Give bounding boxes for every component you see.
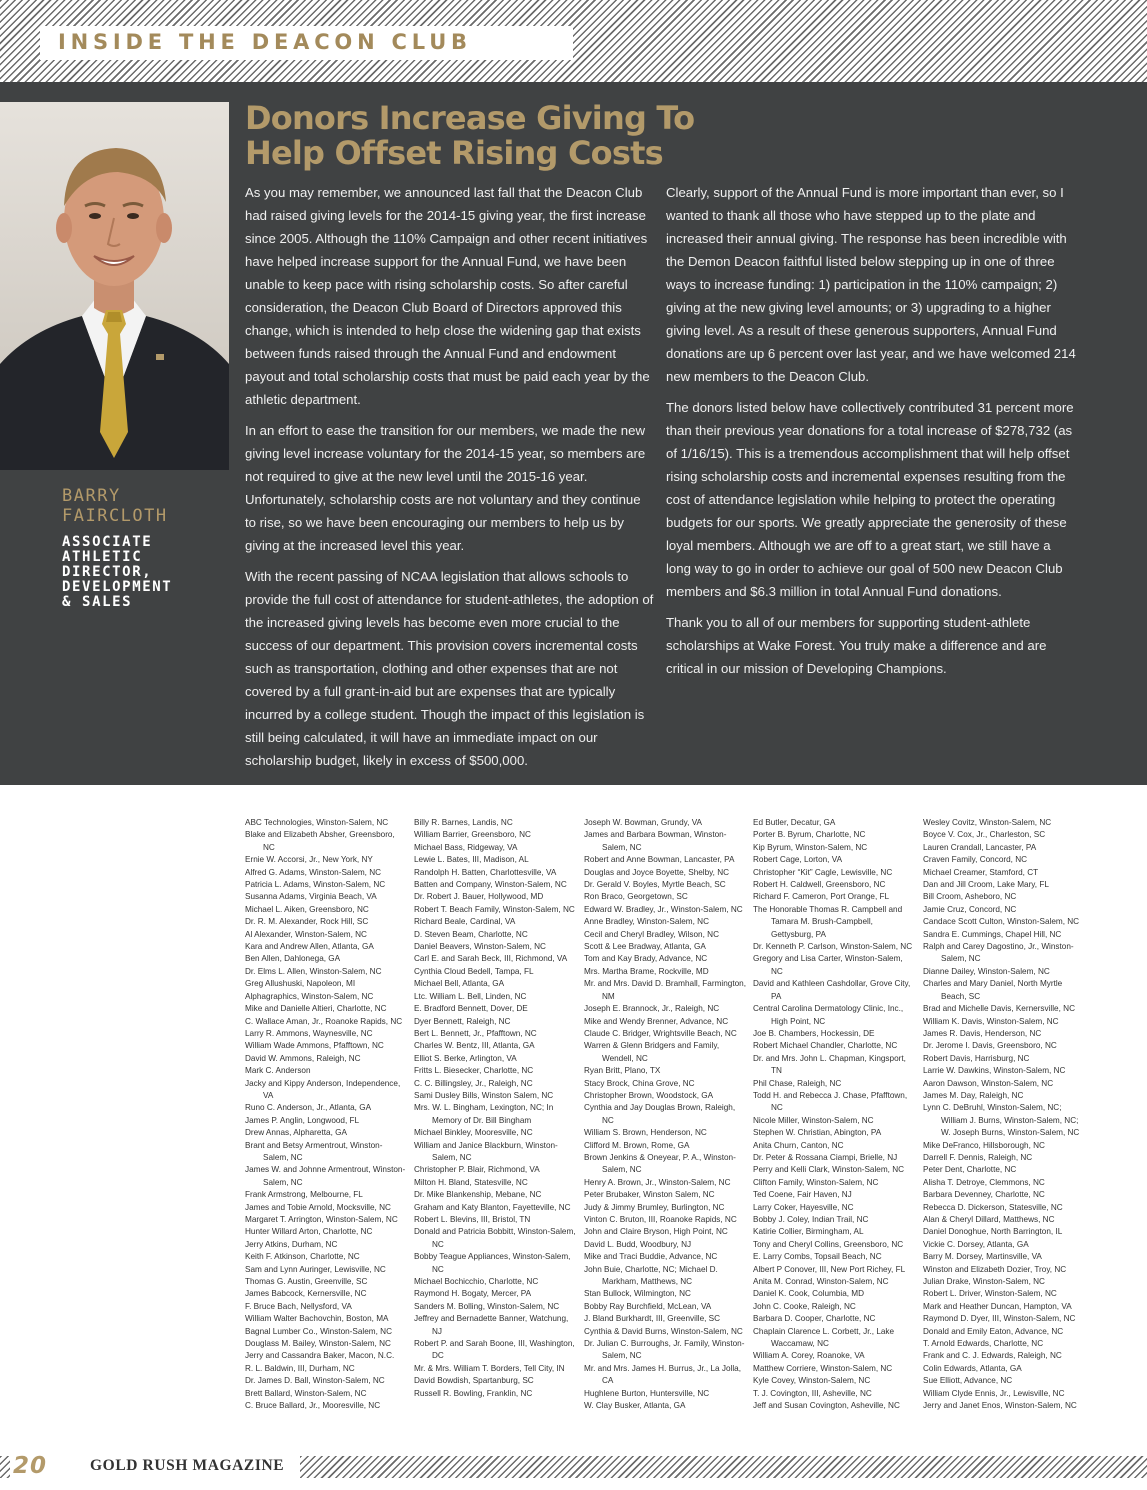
donor-entry: Michael Bell, Atlanta, GA <box>414 979 505 989</box>
donor-entry: Robert L. Driver, Winston-Salem, NC <box>923 1289 1057 1299</box>
donor-entry: T. J. Covington, III, Asheville, NC <box>753 1388 872 1398</box>
donor-entry: Robert Michael Chandler, Charlotte, NC <box>753 1041 898 1051</box>
page-number: 20 <box>13 1453 48 1479</box>
donor-entry: Christopher P. Blair, Richmond, VA <box>414 1165 540 1175</box>
donor-entry: Mike and Danielle Altieri, Charlotte, NC <box>245 1004 387 1014</box>
donor-entry: Daniel K. Cook, Columbia, MD <box>753 1289 865 1299</box>
donor-entry: Alan & Cheryl Dillard, Matthews, NC <box>923 1215 1055 1224</box>
donor-entry: Porter B. Byrum, Charlotte, NC <box>753 830 866 840</box>
donor-entry: Mike and Wendy Brenner, Advance, NC <box>584 1016 729 1026</box>
donor-entry: William Wade Ammons, Pfafftown, NC <box>245 1041 384 1051</box>
donor-entry: C. C. Billingsley, Jr., Raleigh, NC <box>414 1078 533 1088</box>
donor-entry: Raymond H. Bogaty, Mercer, PA <box>414 1289 532 1299</box>
donor-entry: Dianne Dailey, Winston-Salem, NC <box>923 966 1050 976</box>
donor-entry: W. Clay Busker, Atlanta, GA <box>584 1401 686 1411</box>
donor-entry: Joseph W. Bowman, Grundy, VA <box>584 818 703 827</box>
donor-entry: Lauren Crandall, Lancaster, PA <box>923 842 1037 852</box>
donor-entry: Mike DeFranco, Hillsborough, NC <box>923 1140 1045 1150</box>
donor-entry: Mrs. Martha Brame, Rockville, MD <box>584 966 709 976</box>
donor-entry: Alfred G. Adams, Winston-Salem, NC <box>245 867 382 877</box>
donor-entry: Rebecca D. Dickerson, Statesville, NC <box>923 1202 1063 1212</box>
donor-entry: Margaret T. Arrington, Winston-Salem, NC <box>245 1215 398 1224</box>
footer-hatch-left <box>0 1456 10 1478</box>
donor-entry: David Bowdish, Spartanburg, SC <box>414 1376 534 1386</box>
donor-entry: Christopher “Kit” Cagle, Lewisville, NC <box>753 867 893 877</box>
donor-entry: Hughlene Burton, Huntersville, NC <box>584 1388 710 1398</box>
author-name: BARRY FAIRCLOTH <box>62 486 168 526</box>
donor-entry: James P. Anglin, Longwood, FL <box>245 1115 360 1125</box>
article-column-right <box>666 181 1076 688</box>
donor-entry: Brett Ballard, Winston-Salem, NC <box>245 1388 367 1398</box>
donor-entry: Michael L. Aiken, Greensboro, NC <box>245 904 369 914</box>
donor-entry: Darrell F. Dennis, Raleigh, NC <box>923 1152 1033 1162</box>
donor-entry: Dr. Robert J. Bauer, Hollywood, MD <box>414 892 544 902</box>
donor-entry: Batten and Company, Winston-Salem, NC <box>414 880 567 890</box>
donor-entry: Larry Coker, Hayesville, NC <box>753 1202 854 1212</box>
donor-list-column <box>584 817 746 1413</box>
donor-entry: David L. Budd, Woodbury, NJ <box>584 1239 692 1249</box>
donor-entry: Stan Bullock, Wilmington, NC <box>584 1289 691 1299</box>
donor-entry: Judy & Jimmy Brumley, Burlington, NC <box>584 1202 725 1212</box>
donor-entry: J. Bland Burkhardt, III, Greenville, SC <box>584 1314 721 1324</box>
donor-entry: Douglass M. Bailey, Winston-Salem, NC <box>245 1339 391 1349</box>
donor-entry: Richard Beale, Cardinal, VA <box>414 917 516 927</box>
donor-entry: Dr. Kenneth P. Carlson, Winston-Salem, NC <box>753 942 913 952</box>
donor-entry: Gregory and Lisa Carter, Winston-Salem, NC <box>753 954 903 976</box>
donor-entry: Warren & Glenn Bridgers and Family, Wendell, NC <box>584 1041 720 1063</box>
donor-entry: Blake and Elizabeth Absher, Greensboro, NC <box>245 830 395 852</box>
donor-entry: Raymond D. Dyer, III, Winston-Salem, NC <box>923 1314 1076 1324</box>
donor-entry: Ron Braco, Georgetown, SC <box>584 892 688 902</box>
article-paragraph: With the recent passing of NCAA legislation that allows schools to provide the full cost of attendance for student-athletes, the adoption of the increased giving levels has become even more crucial to the success of our department. This provision covers incremental costs such as transportation, clothing and other expenses that are not covered by a full grant-in-aid but are expenses that are typically incurred by a college student. Though the impact of this legislation is still being calculated, it will have an immediate impact on our scholarship budget, likely in excess of $500,000. <box>245 569 654 768</box>
donor-entry: Ernie W. Accorsi, Jr., New York, NY <box>245 855 373 865</box>
donor-entry: Phil Chase, Raleigh, NC <box>753 1078 842 1088</box>
donor-entry: Brown Jenkins & Oneyear, P. A., Winston-Salem, NC <box>584 1152 736 1175</box>
donor-entry: Alisha T. Detroye, Clemmons, NC <box>923 1177 1045 1187</box>
donor-entry: Richard F. Cameron, Port Orange, FL <box>753 892 890 902</box>
donor-entry: Michael Binkley, Mooresville, NC <box>414 1128 533 1138</box>
donor-entry: Dr. Elms L. Allen, Winston-Salem, NC <box>245 966 382 976</box>
donor-entry: Daniel Beavers, Winston-Salem, NC <box>414 942 546 952</box>
donor-entry: William Clyde Ennis, Jr., Lewisville, NC <box>923 1388 1065 1398</box>
donor-entry: Jamie Cruz, Concord, NC <box>923 904 1017 914</box>
donor-entry: Michael Bochicchio, Charlotte, NC <box>414 1277 539 1287</box>
donor-entry: Sandra E. Cummings, Chapel Hill, NC <box>923 929 1062 939</box>
donor-entry: D. Steven Beam, Charlotte, NC <box>414 929 528 939</box>
donor-entry: Bert L. Bennett, Jr., Pfafftown, NC <box>414 1028 537 1038</box>
article-column-left <box>245 181 655 780</box>
donor-entry: Chaplain Clarence L. Corbett, Jr., Lake Waccamaw, NC <box>753 1326 895 1349</box>
donor-entry: Tom and Kay Brady, Advance, NC <box>584 954 708 964</box>
donor-entry: James R. Davis, Henderson, NC <box>923 1028 1042 1038</box>
donor-entry: William and Janice Blackburn, Winston-Salem, NC <box>414 1140 558 1162</box>
donor-entry: Sanders M. Bolling, Winston-Salem, NC <box>414 1301 560 1311</box>
donor-entry: Julian Drake, Winston-Salem, NC <box>923 1277 1045 1287</box>
donor-entry: Susanna Adams, Virginia Beach, VA <box>245 892 377 902</box>
donor-entry: E. Bradford Bennett, Dover, DE <box>414 1004 528 1014</box>
donor-entry: Barry M. Dorsey, Martinsville, VA <box>923 1252 1042 1262</box>
donor-entry: Mr. and Mrs. David D. Bramhall, Farmington, NM <box>584 979 746 1001</box>
donor-entry: James Babcock, Kernersville, NC <box>245 1289 367 1299</box>
article-paragraph: In an effort to ease the transition for our members, we made the new giving level increase voluntary for the 2014-15 year, so members are not required to give at the new level until the 2015-16 year. Unfortunately, scholarship costs are not voluntary and they continue to rise, so we have been encouraging our members to help us by giving at the increased level this year. <box>245 423 646 553</box>
donor-entry: Sam and Lynn Auringer, Lewisville, NC <box>245 1264 386 1274</box>
donor-entry: Lynn C. DeBruhl, Winston-Salem, NC; William J. Burns, Winston-Salem, NC; W. Joseph Burns, Winston-Salem, NC <box>923 1103 1080 1138</box>
donor-entry: Carl E. and Sarah Beck, III, Richmond, VA <box>414 954 568 964</box>
donor-entry: Milton H. Bland, Statesville, NC <box>414 1177 528 1187</box>
donor-entry: Christopher Brown, Woodstock, GA <box>584 1090 714 1100</box>
donor-entry: Dr. Peter & Rossana Ciampi, Brielle, NJ <box>753 1152 898 1162</box>
donor-entry: Dr. Mike Blankenship, Mebane, NC <box>414 1190 542 1200</box>
donor-entry: Craven Family, Concord, NC <box>923 855 1028 865</box>
donor-entry: Fritts L. Biesecker, Charlotte, NC <box>414 1066 534 1076</box>
donor-entry: Colin Edwards, Atlanta, GA <box>923 1363 1022 1373</box>
donor-entry: Perry and Kelli Clark, Winston-Salem, NC <box>753 1165 905 1175</box>
donor-entry: Ed Butler, Decatur, GA <box>753 818 836 827</box>
donor-entry: Mr. & Mrs. William T. Borders, Tell City, IN <box>414 1363 565 1373</box>
donor-entry: Vinton C. Bruton, III, Roanoke Rapids, NC <box>584 1215 737 1224</box>
donor-entry: David W. Ammons, Raleigh, NC <box>245 1053 361 1063</box>
donor-entry: Jerry Atkins, Durham, NC <box>245 1239 338 1249</box>
donor-entry: Todd H. and Rebecca J. Chase, Pfafftown, NC <box>753 1090 908 1113</box>
donor-entry: Central Carolina Dermatology Clinic, Inc., High Point, NC <box>753 1004 904 1026</box>
donor-entry: Jerry and Janet Enos, Winston-Salem, NC <box>923 1401 1077 1411</box>
donor-entry: Runo C. Anderson, Jr., Atlanta, GA <box>245 1103 372 1113</box>
donor-entry: Stacy Brock, China Grove, NC <box>584 1078 695 1088</box>
donor-entry: Kip Byrum, Winston-Salem, NC <box>753 842 868 852</box>
donor-entry: Donald and Patricia Bobbitt, Winston-Salem, NC <box>414 1227 576 1249</box>
donor-entry: Graham and Katy Blanton, Fayetteville, NC <box>414 1202 571 1212</box>
donor-entry: Mark and Heather Duncan, Hampton, VA <box>923 1301 1072 1311</box>
article-headline: Donors Increase Giving To Help Offset Rising Costs <box>245 99 695 172</box>
magazine-name: GOLD RUSH MAGAZINE <box>90 1457 285 1474</box>
donor-entry: The Honorable Thomas R. Campbell and Tamara M. Brush-Campbell, Gettysburg, PA <box>753 904 903 939</box>
donor-entry: William A. Corey, Roanoke, VA <box>753 1351 865 1361</box>
donor-entry: Henry A. Brown, Jr., Winston-Salem, NC <box>584 1177 731 1187</box>
donor-entry: Ben Allen, Dahlonega, GA <box>245 954 341 964</box>
donor-entry: Russell R. Bowling, Franklin, NC <box>414 1388 533 1398</box>
donor-entry: Michael Creamer, Stamford, CT <box>923 867 1039 877</box>
donor-entry: Cecil and Cheryl Bradley, Wilson, NC <box>584 929 719 939</box>
donor-entry: Elliot S. Berke, Arlington, VA <box>414 1053 517 1063</box>
donor-entry: Larry R. Ammons, Waynesville, NC <box>245 1028 373 1038</box>
donor-entry: Dr. Gerald V. Boyles, Myrtle Beach, SC <box>584 880 726 890</box>
donor-entry: C. Wallace Aman, Jr., Roanoke Rapids, NC <box>245 1016 403 1026</box>
donor-entry: Clifton Family, Winston-Salem, NC <box>753 1177 879 1187</box>
donor-entry: Anita M. Conrad, Winston-Salem, NC <box>753 1277 889 1287</box>
donor-entry: Peter Brubaker, Winston Salem, NC <box>584 1190 715 1200</box>
donor-entry: Nicole Miller, Winston-Salem, NC <box>753 1115 874 1125</box>
article-paragraph: The donors listed below have collectively contributed 31 percent more than their previous year donations for a total increase of $278,732 (as of 1/16/15). This is a tremendous accomplishment that will help offset rising scholarship costs and incremental expenses resulting from the cost of attendance legislation while helping to protect the operating budgets for our sports. We greatly appreciate the generosity of these loyal members. Although we are off to a great start, we still have a long way to go in order to achieve our goal of 500 new Deacon Club members and $6.3 million in total Annual Fund donations. <box>666 400 1074 599</box>
article-paragraph: As you may remember, we announced last fall that the Deacon Club had raised giving levels for the 2014-15 giving year, the first increase since 2005. Although the 110% Campaign and other recent initiatives have helped increase support for the Annual Fund, we have been unable to keep pace with rising scholarship costs. So after careful consideration, the Deacon Club Board of Directors approved this change, which is intended to help close the widening gap that exists between funds raised through the Annual Fund and endowment payout and total scholarship costs that must be paid each year by the athletic department. <box>245 185 650 407</box>
donor-entry: Dan and Jill Croom, Lake Mary, FL <box>923 880 1049 890</box>
donor-entry: T. Arnold Edwards, Charlotte, NC <box>923 1339 1044 1349</box>
donor-entry: Cynthia and Jay Douglas Brown, Raleigh, NC <box>584 1103 736 1125</box>
donor-entry: Robert L. Blevins, III, Bristol, TN <box>414 1215 531 1224</box>
donor-entry: Robert T. Beach Family, Winston-Salem, NC <box>414 904 575 914</box>
donor-entry: Al Alexander, Winston-Salem, NC <box>245 929 367 939</box>
donor-entry: Charles W. Bentz, III, Atlanta, GA <box>414 1041 535 1051</box>
donor-entry: Kyle Covey, Winston-Salem, NC <box>753 1376 871 1386</box>
donor-entry: William K. Davis, Winston-Salem, NC <box>923 1016 1059 1026</box>
donor-entry: Robert Davis, Harrisburg, NC <box>923 1053 1030 1063</box>
donor-entry: Matthew Corriere, Winston-Salem, NC <box>753 1363 893 1373</box>
donor-entry: Cynthia & David Burns, Winston-Salem, NC <box>584 1326 743 1336</box>
donor-entry: Vickie C. Dorsey, Atlanta, GA <box>923 1239 1029 1249</box>
donor-entry: Candace Scott Culton, Winston-Salem, NC <box>923 917 1080 927</box>
donor-entry: Robert and Anne Bowman, Lancaster, PA <box>584 855 735 865</box>
donor-entry: Alphagraphics, Winston-Salem, NC <box>245 991 374 1001</box>
donor-entry: Daniel Donoghue, North Barrington, IL <box>923 1227 1063 1237</box>
donor-entry: Robert H. Caldwell, Greensboro, NC <box>753 880 886 890</box>
donor-entry: Aaron Dawson, Winston-Salem, NC <box>923 1078 1054 1088</box>
donor-entry: Wesley Covitz, Winston-Salem, NC <box>923 818 1052 827</box>
donor-entry: Anita Churn, Canton, NC <box>753 1140 844 1150</box>
donor-entry: Drew Annas, Alpharetta, GA <box>245 1128 347 1138</box>
donor-entry: Michael Bass, Ridgeway, VA <box>414 842 518 852</box>
donor-entry: Jeffrey and Bernadette Banner, Watchung, NJ <box>414 1314 569 1336</box>
donor-entry: Greg Allushuski, Napoleon, MI <box>245 979 356 989</box>
donor-entry: Mark C. Anderson <box>245 1066 311 1076</box>
donor-entry: R. L. Baldwin, III, Durham, NC <box>245 1363 355 1373</box>
donor-entry: Dr. James D. Ball, Winston-Salem, NC <box>245 1376 385 1386</box>
donor-entry: William S. Brown, Henderson, NC <box>584 1128 707 1138</box>
donor-entry: Mike and Traci Buddie, Advance, NC <box>584 1252 718 1262</box>
donor-entry: Billy R. Barnes, Landis, NC <box>414 818 513 827</box>
donor-entry: Mr. and Mrs. James H. Burrus, Jr., La Jolla, CA <box>584 1363 741 1386</box>
donor-list-column <box>414 817 576 1400</box>
donor-entry: Ryan Britt, Plano, TX <box>584 1066 661 1076</box>
donor-entry: E. Larry Combs, Topsail Beach, NC <box>753 1252 882 1262</box>
footer-hatch-right <box>300 1456 1147 1478</box>
donor-entry: John and Claire Bryson, High Point, NC <box>584 1227 728 1237</box>
donor-entry: Dr. and Mrs. John L. Chapman, Kingsport, TN <box>753 1053 906 1076</box>
donor-entry: Ltc. William L. Bell, Linden, NC <box>414 991 527 1001</box>
donor-entry: Albert P Conover, III, New Port Richey, FL <box>753 1264 906 1274</box>
donor-entry: Mrs. W. L. Bingham, Lexington, NC; In Memory of Dr. Bill Bingham <box>414 1103 554 1125</box>
donor-entry: Bagnal Lumber Co., Winston-Salem, NC <box>245 1326 392 1336</box>
donor-entry: Jacky and Kippy Anderson, Independence, VA <box>245 1078 401 1100</box>
donor-entry: Claude C. Bridger, Wrightsville Beach, NC <box>584 1028 737 1038</box>
section-label: INSIDE THE DEACON CLUB <box>58 30 472 54</box>
donor-entry: Dr. R. M. Alexander, Rock Hill, SC <box>245 917 369 927</box>
donor-entry: Tony and Cheryl Collins, Greensboro, NC <box>753 1239 904 1249</box>
article-paragraph: Clearly, support of the Annual Fund is more important than ever, so I wanted to thank all those who have stepped up to the plate and increased their annual giving. The response has been incredible with the Demon Deacon faithful listed below stepping up in one of three ways to increase funding: 1) participation in the 110% campaign; 2) giving at the new giving level amounts; or 3) upgrading to a higher giving level. As a result of these generous supporters, Annual Fund donations are up 6 percent over last year, and we have welcomed 214 new members to the Deacon Club. <box>666 185 1076 384</box>
donor-entry: Kara and Andrew Allen, Atlanta, GA <box>245 942 374 952</box>
author-portrait <box>0 102 229 470</box>
donor-entry: Thomas G. Austin, Greenville, SC <box>245 1277 368 1287</box>
donor-entry: Douglas and Joyce Boyette, Shelby, NC <box>584 867 730 877</box>
donor-entry: Hunter Willard Arton, Charlotte, NC <box>245 1227 373 1237</box>
donor-entry: F. Bruce Bach, Nellysford, VA <box>245 1301 352 1311</box>
donor-entry: Charles and Mary Daniel, North Myrtle Beach, SC <box>923 979 1063 1001</box>
donor-entry: Barbara D. Cooper, Charlotte, NC <box>753 1314 876 1324</box>
article-paragraph: Thank you to all of our members for supporting student-athlete scholarships at Wake Forest. You truly make a difference and are critical in our mission of Developing Champions. <box>666 615 1047 676</box>
donor-entry: John C. Cooke, Raleigh, NC <box>753 1301 856 1311</box>
donor-entry: James M. Day, Raleigh, NC <box>923 1090 1024 1100</box>
donor-entry: Cynthia Cloud Bedell, Tampa, FL <box>414 966 534 976</box>
author-title: ASSOCIATE ATHLETIC DIRECTOR, DEVELOPMENT & SALES <box>62 534 173 610</box>
donor-entry: David and Kathleen Cashdollar, Grove City, PA <box>753 979 911 1001</box>
donor-entry: Ted Coene, Fair Haven, NJ <box>753 1190 852 1200</box>
donor-entry: Larrie W. Dawkins, Winston-Salem, NC <box>923 1066 1066 1076</box>
donor-entry: William Barrier, Greensboro, NC <box>414 830 531 840</box>
donor-entry: Joseph E. Brannock, Jr., Raleigh, NC <box>584 1004 720 1014</box>
donor-entry: Robert P. and Sarah Boone, III, Washington, DC <box>414 1339 575 1361</box>
donor-entry: Dr. Jerome I. Davis, Greensboro, NC <box>923 1041 1057 1051</box>
donor-entry: Peter Dent, Charlotte, NC <box>923 1165 1017 1175</box>
donor-entry: Stephen W. Christian, Abington, PA <box>753 1128 882 1138</box>
donor-list-column <box>245 817 407 1413</box>
donor-entry: Brad and Michelle Davis, Kernersville, NC <box>923 1004 1075 1014</box>
donor-entry: Dr. Julian C. Burroughs, Jr. Family, Winston-Salem, NC <box>584 1339 745 1361</box>
donor-entry: Boyce V. Cox, Jr., Charleston, SC <box>923 830 1046 840</box>
donor-entry: Randolph H. Batten, Charlottesville, VA <box>414 867 557 877</box>
donor-entry: Anne Bradley, Winston-Salem, NC <box>584 917 709 927</box>
donor-entry: Patricia L. Adams, Winston-Salem, NC <box>245 880 386 890</box>
donor-entry: Keith F. Atkinson, Charlotte, NC <box>245 1252 360 1262</box>
donor-entry: Clifford M. Brown, Rome, GA <box>584 1140 690 1150</box>
donor-entry: James and Tobie Arnold, Mocksville, NC <box>245 1202 391 1212</box>
donor-entry: Bill Croom, Asheboro, NC <box>923 892 1017 902</box>
donor-entry: Bobby Teague Appliances, Winston-Salem, NC <box>414 1252 571 1274</box>
donor-entry: James and Barbara Bowman, Winston-Salem, NC <box>584 830 727 852</box>
donor-entry: Frank and C. J. Edwards, Raleigh, NC <box>923 1351 1062 1361</box>
donor-entry: Winston and Elizabeth Dozier, Troy, NC <box>923 1264 1067 1274</box>
donor-entry: C. Bruce Ballard, Jr., Mooresville, NC <box>245 1401 381 1411</box>
donor-entry: Dyer Bennett, Raleigh, NC <box>414 1016 511 1026</box>
donor-entry: Katirie Collier, Birmingham, AL <box>753 1227 864 1237</box>
donor-entry: Jeff and Susan Covington, Asheville, NC <box>753 1401 900 1411</box>
donor-entry: Robert Cage, Lorton, VA <box>753 855 843 865</box>
donor-entry: John Buie, Charlotte, NC; Michael D. Markham, Matthews, NC <box>584 1264 718 1287</box>
donor-entry: Brant and Betsy Armentrout, Winston-Salem, NC <box>245 1140 383 1162</box>
donor-entry: ABC Technologies, Winston-Salem, NC <box>245 818 389 827</box>
donor-list-column <box>923 817 1085 1413</box>
donor-entry: Donald and Emily Eaton, Advance, NC <box>923 1326 1064 1336</box>
donor-entry: Bobby J. Coley, Indian Trail, NC <box>753 1215 869 1224</box>
donor-entry: Joe B. Chambers, Hockessin, DE <box>753 1028 875 1038</box>
donor-entry: Edward W. Bradley, Jr., Winston-Salem, NC <box>584 904 743 914</box>
donor-entry: Ralph and Carey Dagostino, Jr., Winston-Salem, NC <box>923 942 1074 964</box>
donor-entry: James W. and Johnne Armentrout, Winston-Salem, NC <box>245 1165 406 1187</box>
donor-entry: Jerry and Cassandra Baker, Macon, N.C. <box>245 1351 395 1361</box>
donor-list-column <box>753 817 915 1413</box>
donor-entry: Sue Elliott, Advance, NC <box>923 1376 1013 1386</box>
donor-entry: William Walter Bachovchin, Boston, MA <box>245 1314 389 1324</box>
donor-entry: Frank Armstrong, Melbourne, FL <box>245 1190 363 1200</box>
donor-entry: Scott & Lee Bradway, Atlanta, GA <box>584 942 706 952</box>
donor-entry: Barbara Devenney, Charlotte, NC <box>923 1190 1045 1200</box>
donor-entry: Lewie L. Bates, III, Madison, AL <box>414 855 529 865</box>
donor-entry: Sami Dusley Bills, Winston Salem, NC <box>414 1090 554 1100</box>
donor-entry: Bobby Ray Burchfield, McLean, VA <box>584 1301 712 1311</box>
